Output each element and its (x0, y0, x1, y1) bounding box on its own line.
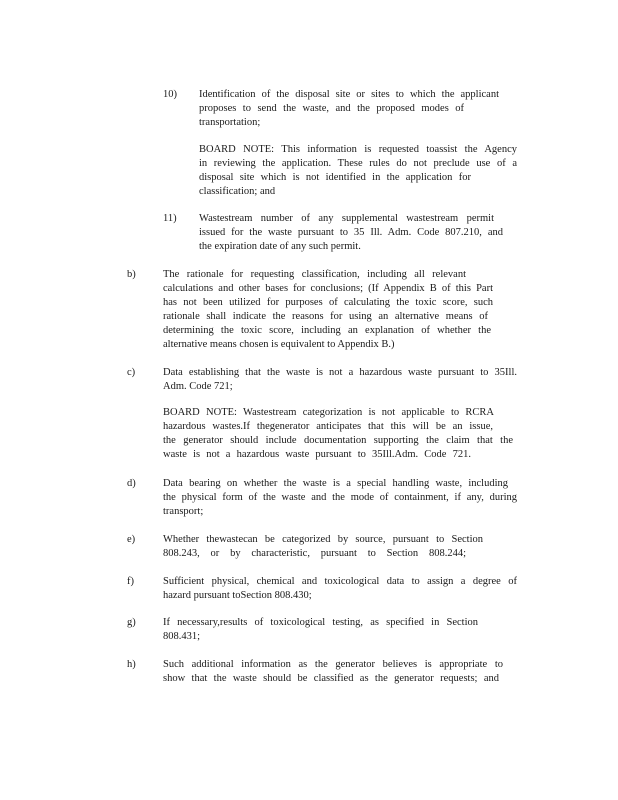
text-line: proposes to send the waste, and the proposed modes of (199, 103, 464, 114)
text-line: Sufficient physical, chemical and toxicological data to assign a degree of (163, 576, 517, 587)
text-line: rationale shall indicate the reasons for using an alternative means of (163, 311, 488, 322)
item-text (163, 477, 517, 519)
text-line: If necessary,results of toxicological testing, as specified in Section (163, 617, 478, 628)
text-line: 808.243, or by characteristic, pursuant to Section 808.244; (163, 548, 466, 559)
item-label: 11) (163, 213, 177, 224)
item-label: h) (127, 659, 136, 670)
text-line: disposal site which is not identified in the application for (199, 172, 471, 183)
item-label: e) (127, 534, 136, 545)
item-text (163, 268, 493, 352)
item-text (163, 366, 517, 394)
item-text (163, 533, 483, 561)
text-line: transport; (163, 506, 204, 517)
text-line: hazard pursuant toSection 808.430; (163, 590, 312, 601)
item-label: f) (127, 576, 134, 587)
text-line: The rationale for requesting classification, including all relevant (163, 269, 466, 280)
text-line: Adm. Code 721; (163, 381, 233, 392)
item-text (163, 658, 503, 686)
text-line: waste is not a hazardous waste pursuant to 35Ill.Adm. Code 721. (163, 449, 471, 460)
item-text (163, 575, 517, 603)
text-line: classification; and (199, 186, 276, 197)
text-line: determining the toxic score, including an explanation of whether the (163, 325, 491, 336)
item-label: b) (127, 269, 136, 280)
text-line: calculations and other bases for conclusions; (If Appendix B of this Part (163, 283, 493, 294)
item-label: c) (127, 367, 136, 378)
item-text (163, 616, 483, 644)
text-line: transportation; (199, 117, 261, 128)
text-line: the generator should include documentation supporting the claim that the (163, 435, 513, 446)
text-line: BOARD NOTE: Wastestream categorization is not applicable to RCRA (163, 407, 494, 418)
note-text (163, 406, 513, 462)
text-line: has not been utilized for purposes of calculating the toxic score, such (163, 297, 493, 308)
text-line: issued for the waste pursuant to 35 Ill. Adm. Code 807.210, and (199, 227, 503, 238)
text-line: Such additional information as the generator believes is appropriate to (163, 659, 503, 670)
text-line: Data bearing on whether the waste is a special handling waste, including (163, 478, 508, 489)
text-line: the expiration date of any such permit. (199, 241, 361, 252)
item-label: g) (127, 617, 136, 628)
note-text (199, 143, 517, 199)
text-line: alternative means chosen is equivalent to Appendix B.) (163, 339, 395, 350)
text-line: Whether thewastecan be categorized by source, pursuant to Section (163, 534, 483, 545)
item-label: 10) (163, 89, 177, 100)
text-line: BOARD NOTE: This information is requested toassist the Agency (199, 144, 517, 155)
text-line: the physical form of the waste and the mode of containment, if any, during (163, 492, 517, 503)
text-line: Wastestream number of any supplemental wastestream permit (199, 213, 494, 224)
text-line: in reviewing the application. These rules do not preclude use of a (199, 158, 517, 169)
text-line: 808.431; (163, 631, 201, 642)
item-text (199, 212, 503, 254)
text-line: show that the waste should be classified as the generator requests; and (163, 673, 499, 684)
item-label: d) (127, 478, 136, 489)
item-text (199, 88, 499, 130)
text-line: Identification of the disposal site or sites to which the applicant (199, 89, 499, 100)
text-line: Data establishing that the waste is not a hazardous waste pursuant to 35Ill. (163, 367, 517, 378)
text-line: hazardous wastes.If thegenerator anticipates that this will be an issue, (163, 421, 493, 432)
